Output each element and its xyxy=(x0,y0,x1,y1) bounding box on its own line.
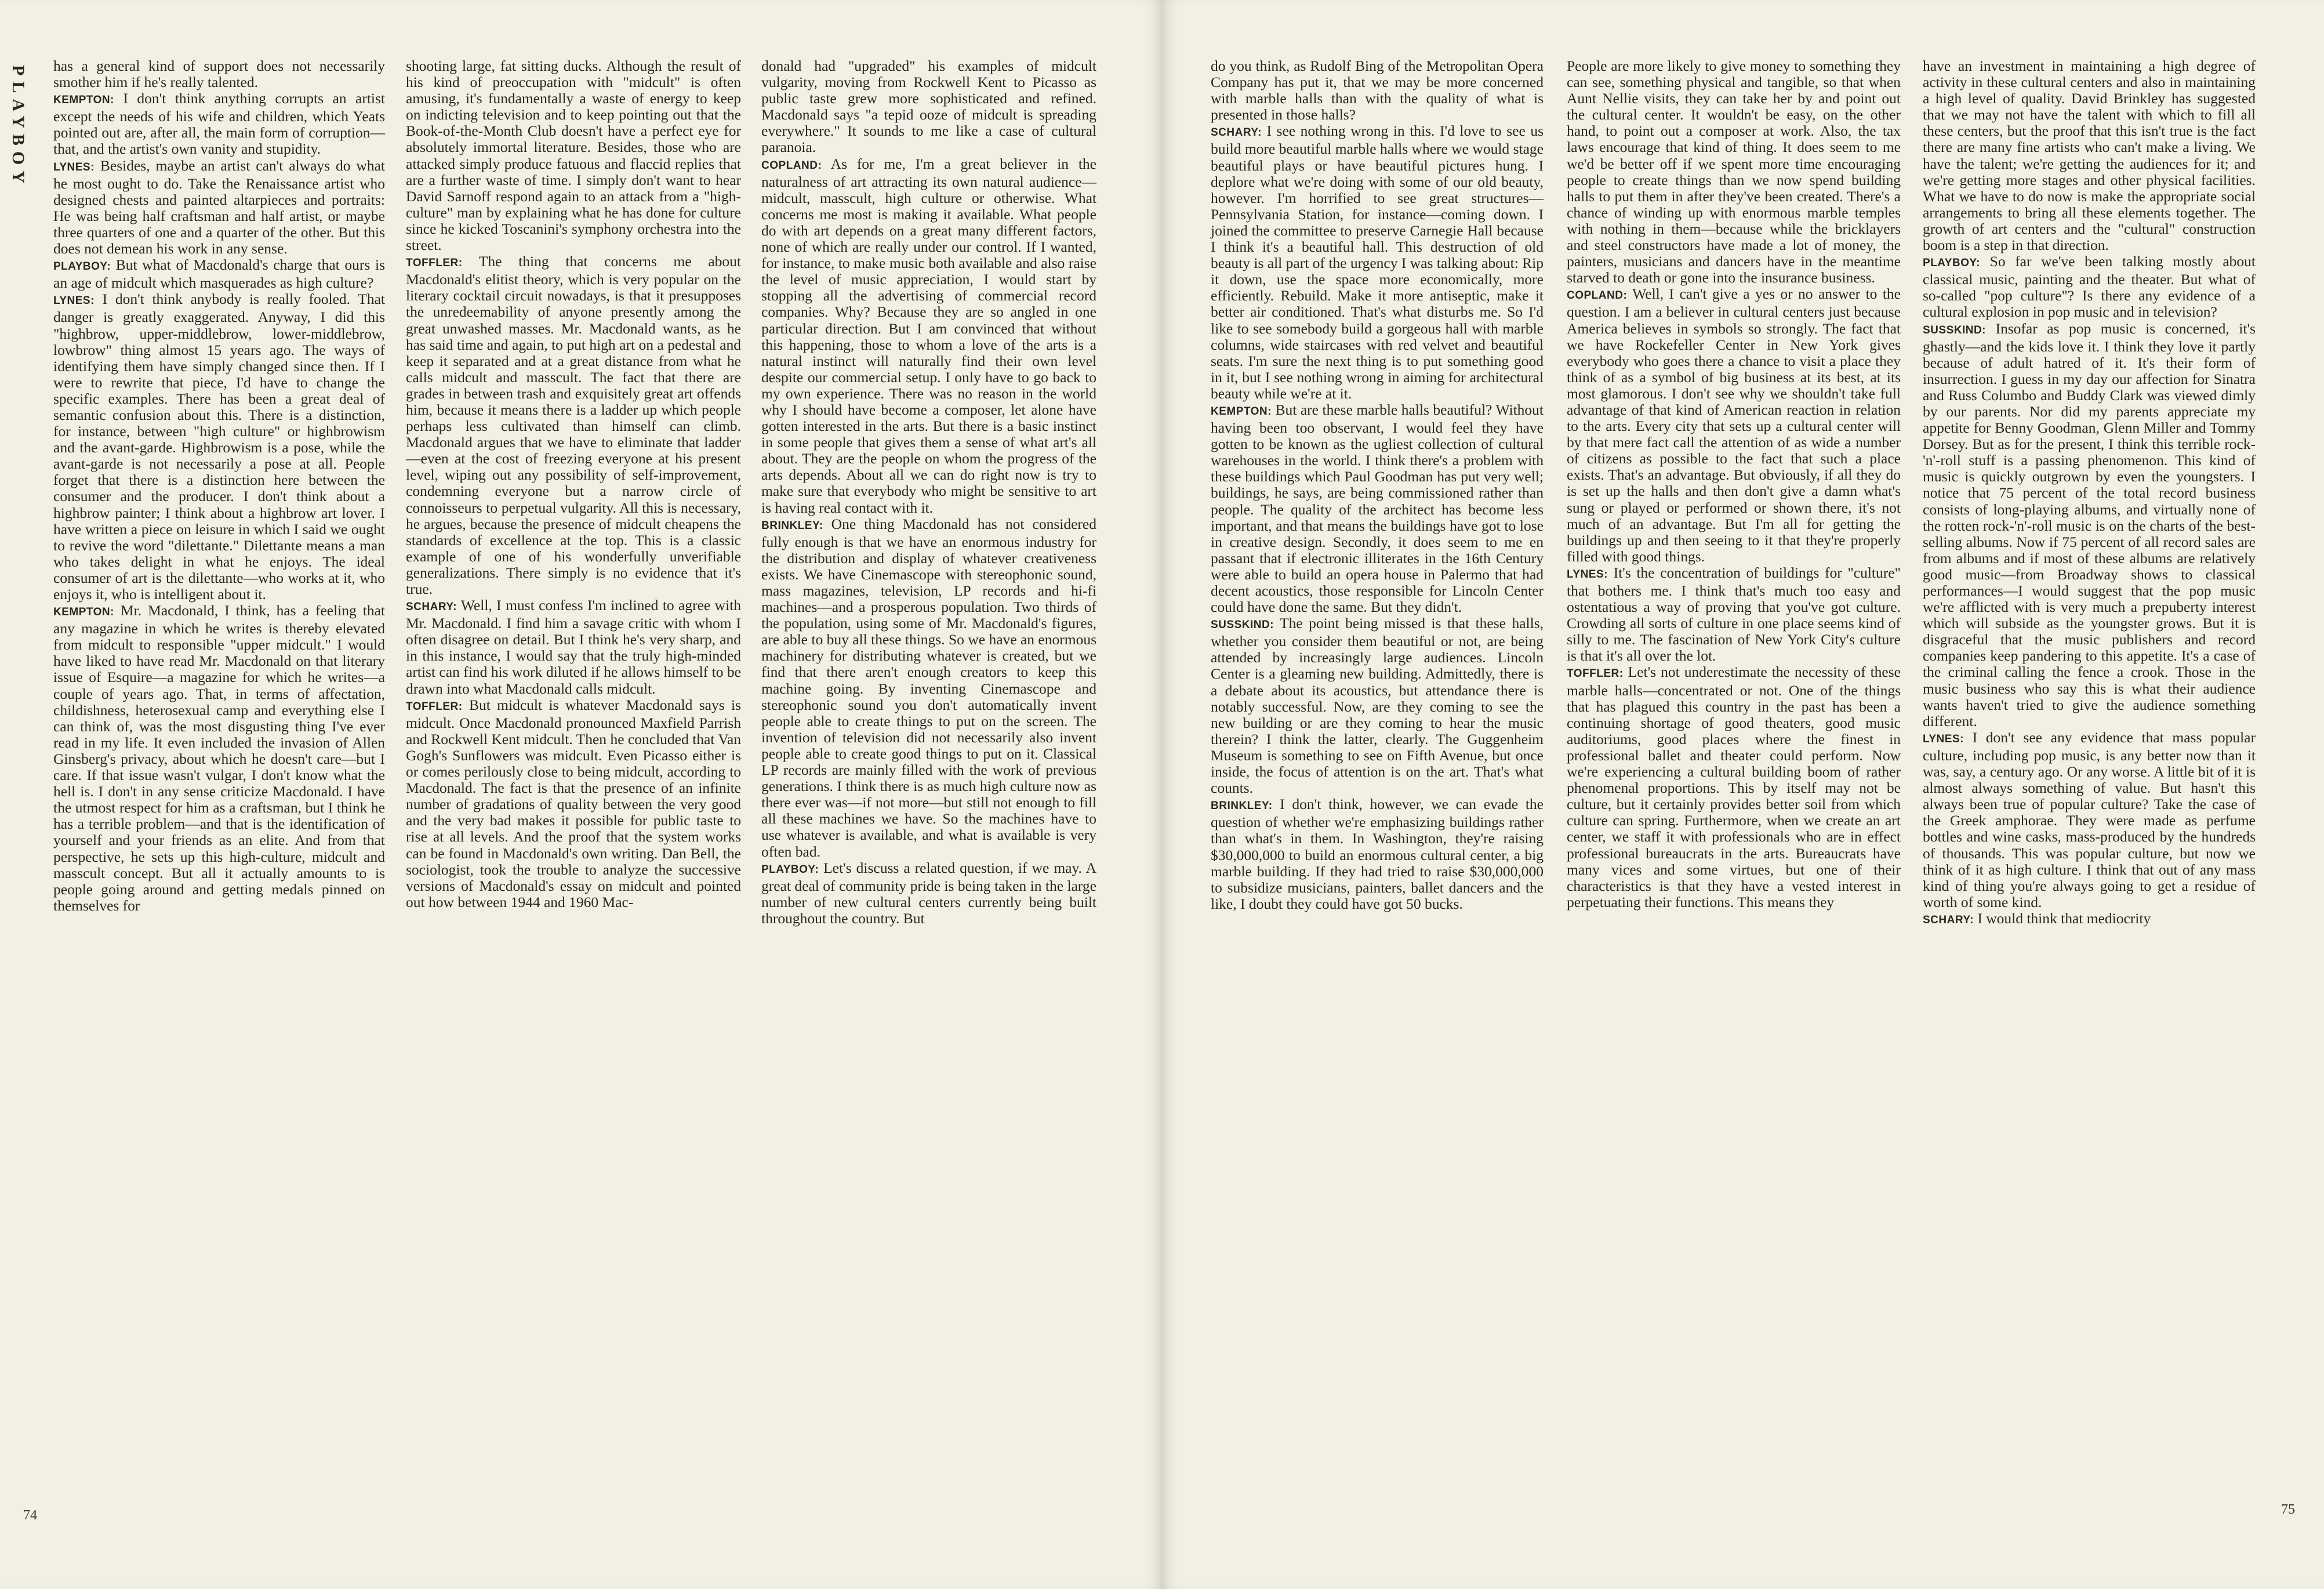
paragraph xyxy=(406,58,741,253)
page-number-left: 74 xyxy=(23,1508,37,1523)
paragraph xyxy=(1923,910,2256,928)
paragraph-text: I don't think anybody is really fooled. That danger is greatly exaggerated. Anyway, I did this "highbrow, upper-middlebrow, lower-middlebrow, lowbrow" thing almost 15 years ago. The ways of identifying them have simply changed since then. If I were to rewrite that piece, I'd have to change the specific examples. There has been a great deal of semantic confusion about this. There is a distinction, for instance, between "high culture" or highbrowism and the avant-garde. Highbrowism is a pose, while the avant-garde is not necessarily a pose at all. People forget that there is a distinction here between the consumer and the producer. I don't think about a highbrow painter; I think about a highbrow art lover. I have written a piece on leisure in which I said we ought to revive the word "dilettante." Dilettante means a man who takes delight in what he enjoys. The ideal consumer of art is the dilettante—who works at it, who enjoys it, who is intelligent about it. xyxy=(53,291,385,603)
speaker-label: TOFFLER: xyxy=(1567,667,1624,680)
paragraph-text: I don't see any evidence that mass popular culture, including pop music, is any better now than it was, say, a century ago. Or any worse. A little bit of it is almost always something of value. But hasn't this always been true of popular culture? Take the case of the Greek amphorae. They were made as perfume bottles and wine casks, mass-produced by the hundreds of thousands. This was popular culture, but now we think of it as high culture. I think that out of any mass kind of thing you're always going to get a residue of worth of some kind. xyxy=(1923,728,2256,910)
speaker-label: LYNES: xyxy=(53,161,95,173)
speaker-label: PLAYBOY: xyxy=(1923,257,1981,270)
paragraph xyxy=(761,156,1096,516)
page-number-right: 75 xyxy=(2281,1502,2295,1517)
paragraph xyxy=(1567,565,1901,665)
paragraph-text: I don't think anything corrupts an artist except the needs of his wife and children, which Yeats pointed out are, after all, the main form of corruption—that, and the artist's own vanity and stupidity. xyxy=(53,90,385,158)
paragraph-text: Mr. Macdonald, I think, has a feeling that any magazine in which he writes is thereby elevated from midcult to responsible "upper midcult." I would have liked to have read Mr. Macdonald on that literary issue of Esquire—a magazine for which he writes—a couple of years ago. That, in terms of affectation, childishness, heterosexual camp and everything else I can think of, was the most disgusting thing I've ever read in my life. It even included the invasion of Allen Ginsberg's privacy, about which he doesn't care—but I care. If that issue wasn't vulgar, I don't know what the hell is. I don't in any sense criticize Macdonald. I have the utmost respect for him as a craftsman, but I think he has a terrible problem—and that is the identification of yourself and your friends as an elite. And from that perspective, he sets up this high-culture, midcult and masscult concept. But all it actually amounts to is people going around and getting medals pinned on themselves for xyxy=(53,602,385,914)
text-column-3 xyxy=(761,58,1096,927)
paragraph xyxy=(1211,58,1544,123)
paragraph xyxy=(761,58,1096,156)
paragraph xyxy=(53,603,385,914)
speaker-label: PLAYBOY: xyxy=(761,863,819,876)
paragraph xyxy=(406,597,741,697)
speaker-label: SUSSKIND: xyxy=(1211,619,1274,632)
paragraph xyxy=(1923,321,2256,730)
paragraph xyxy=(53,291,385,603)
paragraph-text: do you think, as Rudolf Bing of the Metropolitan Opera Company has put it, that we may be more concerned with marble halls than with the quality of what is presented in those halls? xyxy=(1211,57,1544,124)
text-column-1 xyxy=(53,58,385,914)
paragraph-text: have an investment in maintaining a high degree of activity in these cultural centers and also in maintaining a high level of quality. David Brinkley has suggested that we may not have the talent with which to fill all these centers, but the proof that this isn't true is the fact there are many fine artists who can't make a living. We have the talent; we're getting the audiences for it; and we're getting more stages and other physical facilities. What we have to do now is make the appropriate social arrangements to bring all these elements together. The growth of art centers and the "cultural" construction boom is a step in that direction. xyxy=(1923,57,2256,254)
speaker-label: KEMPTON: xyxy=(1211,405,1272,418)
paragraph-text: Well, I can't give a yes or no answer to the question. I am a believer in cultural centers just because America believes in symbols so strongly. The fact that we have Rockefeller Center in New York gives everybody who goes there a chance to visit a place they think of as a symbol of big business at its best, at its most glamorous. I don't see why we shouldn't take full advantage of that kind of American reaction in relation to the arts. Every city that sets up a cultural center will by that mere fact call the attention of as wide a number of citizens as possible to the fact that such a place exists. That's an advantage. But obviously, if all they do is set up the halls and then don't give a damn what's sung or played or performed or shown there, it's not much of an advantage. But I'm all for getting the buildings up and then seeing to it that they're properly filled with good things. xyxy=(1567,285,1901,565)
paragraph-text: I would think that mediocrity xyxy=(1973,909,2151,927)
paragraph xyxy=(1923,253,2256,320)
paragraph-text: donald had "upgraded" his examples of midcult vulgarity, moving from Rockwell Kent to Picasso as public taste grew more sophisticated and refined. Macdonald says "a tepid ooze of midcult is spreading everywhere." It sounds to me like a case of cultural paranoia. xyxy=(761,57,1096,156)
masthead-text: PLAYBOY xyxy=(9,65,28,189)
paragraph xyxy=(53,58,385,90)
paragraph xyxy=(761,516,1096,860)
paragraph xyxy=(1567,664,1901,910)
speaker-label: COPLAND: xyxy=(1567,289,1628,302)
speaker-label: BRINKLEY: xyxy=(761,519,823,532)
paragraph xyxy=(53,257,385,291)
paragraph xyxy=(53,158,385,257)
speaker-label: SCHARY: xyxy=(406,601,457,614)
paragraph-text: The thing that concerns me about Macdonald's elitist theory, which is very popular on the literary cocktail circuit nowadays, is that it presupposes the unredeemability of anyone presently among the great unwashed masses. Mr. Macdonald wants, as he has said time and again, to put high art on a pedestal and keep it separated and at a great distance from what he calls midcult and masscult. The fact that there are grades in between trash and exquisitely great art offends him, because it means there is a ladder up which people perhaps less cultivated than himself can climb. Macdonald argues that we have to eliminate that ladder—even at the cost of freezing everyone at his present level, wiping out any possibility of self-improvement, condemning everyone but a narrow circle of connoisseurs to perpetual vulgarity. All this is necessary, he argues, because the presence of midcult cheapens the standards of excellence at the top. This is a classic example of one of his wonderfully unverifiable generalizations. There simply is no evidence that it's true. xyxy=(406,253,741,597)
paragraph-text: But midcult is whatever Macdonald says is midcult. Once Macdonald pronounced Maxfield Parrish and Rockwell Kent midcult. Then he concluded that Van Gogh's Sunflowers was midcult. Even Picasso either is or comes perilously close to being midcult, according to Macdonald. The fact is that the presence of an infinite number of gradations of quality between the very good and the very bad makes it possible for public taste to rise at all levels. And the proof that the system works can be found in Macdonald's own writing. Dan Bell, the sociologist, took the trouble to analyze the successive versions of Macdonald's essay on midcult and pointed out how between 1944 and 1960 Mac- xyxy=(406,696,741,910)
paragraph-text: As for me, I'm a great believer in the naturalness of art attracting its own natural audience—midcult, masscult, high culture or otherwise. What concerns me most is making it available. What people do with art depends on a great many different factors, none of which are really under our control. If I wanted, for instance, to make music both available and also raise the level of music appreciation, I would start by stopping all the advertising of commercial record companies. Why? Because they are so angled in one particular direction. But I am convinced that without this happening, those to whom a love of the arts is a natural instinct will naturally find their own level despite our commercial setup. I only have to go back to my own experience. There was no reason in the world why I should have become a composer, let alone have gotten interested in the arts. But there is a basic instinct in some people that gives them a sense of what art's all about. They are the people on whom the progress of the arts depends. About all we can do right now is try to make sure that everybody who might be sensitive to art is having real contact with it. xyxy=(761,155,1096,516)
paragraph xyxy=(1567,286,1901,565)
speaker-label: LYNES: xyxy=(1567,568,1608,581)
paragraph xyxy=(406,697,741,910)
speaker-label: BRINKLEY: xyxy=(1211,800,1273,812)
paragraph xyxy=(1211,796,1544,912)
playboy-masthead xyxy=(7,65,30,189)
paragraph xyxy=(1923,58,2256,253)
paragraph xyxy=(1567,58,1901,286)
paragraph-text: So far we've been talking mostly about classical music, painting and the theater. But what of so-called "pop culture"? Is there any evidence of a cultural explosion in pop music and in television? xyxy=(1923,253,2256,321)
paragraph-text: Well, I must confess I'm inclined to agree with Mr. Macdonald. I find him a savage critic with whom I often disagree on detail. But I think he's very sharp, and in this instance, I would say that the truly high-minded artist can find his work diluted if he allows himself to be drawn into what Macdonald calls midcult. xyxy=(406,597,741,697)
speaker-label: SCHARY: xyxy=(1923,913,1974,926)
paragraph-text: I see nothing wrong in this. I'd love to see us build more beautiful marble halls where we would stage beautiful plays or have beautiful pictures hung. I deplore what we're doing with some of our old beauty, however. I'm horrified to see great structures—Pennsylvania Station, for instance—coming down. I joined the committee to preserve Carnegie Hall because I think it's a beautiful hall. This destruction of old beauty is all part of the urgency I was talking about: Rip it down, use the space more economically, more efficiently. Rebuild. Make it more antiseptic, make it better air conditioned. That's what disturbs me. So I'd like to see somebody build a gorgeous hall with marble columns, wide staircases with red velvet and beautiful seats. I'm sure the next thing is to put something good in it, but I see nothing wrong in aiming for architectural beauty while we're at it. xyxy=(1211,122,1544,402)
paragraph xyxy=(1211,402,1544,615)
speaker-label: KEMPTON: xyxy=(53,94,114,107)
paragraph-text: The point being missed is that these halls, whether you consider them beautiful or not, are being attended by increasingly large audiences. Lincoln Center is a gleaming new building. Admittedly, there is a debate about its acoustics, but attendance there is notably successful. Now, are they coming to see the new building or are they coming to hear the music therein? I think the latter, clearly. The Guggenheim Museum is something to see on Fifth Avenue, but once inside, the focus of attention is on the art. That's what counts. xyxy=(1211,615,1544,797)
paragraph xyxy=(406,253,741,597)
speaker-label: KEMPTON: xyxy=(53,606,114,619)
text-column-2 xyxy=(406,58,741,910)
speaker-label: TOFFLER: xyxy=(406,257,463,270)
speaker-label: COPLAND: xyxy=(761,159,822,172)
paragraph-text: has a general kind of support does not necessarily smother him if he's really talented. xyxy=(53,57,385,91)
text-column-4 xyxy=(1211,58,1544,912)
paragraph-text: It's the concentration of buildings for "culture" that bothers me. I think that's much too easy and ostentatious a way of proving that you've got culture. Crowding all sorts of culture in one place seems kind of silly to me. The fascination of New York City's culture is that it's all over the lot. xyxy=(1567,564,1901,665)
paragraph xyxy=(53,90,385,157)
paragraph-text: Insofar as pop music is concerned, it's ghastly—and the kids love it. I think they love it partly because of adult hatred of it. It's their form of insurrection. I guess in my day our affection for Sinatra and Russ Columbo and Buddy Clark was viewed dimly by our parents. Nor did my parents appreciate my appetite for Benny Goodman, Glenn Miller and Tommy Dorsey. But as for the present, I think this terrible rock-'n'-roll stuff is a passing phenomenon. This kind of music is quickly outgrown by even the youngsters. I notice that 75 percent of the total record business consists of long-playing albums, and virtually none of the rotten rock-'n'-roll music is on the charts of the best-selling albums. Now if 75 percent of all record sales are from albums and if most of these albums are relatively good music—from Broadway shows to classical performances—I would suggest that the pop music we're afflicted with is very much a prepuberty interest which will subside as the youngster grows. But it is disgraceful that the music publishers and record companies keep pandering to this appetite. It's a case of the criminal calling the fence a crook. Those in the music business who say this is what their audience wants haven't tried to give the audience something different. xyxy=(1923,320,2256,730)
speaker-label: TOFFLER: xyxy=(406,700,463,713)
paragraph xyxy=(1211,615,1544,796)
paragraph-text: Besides, maybe an artist can't always do what he most ought to do. Take the Renaissance artist who designed chests and painted altarpieces and portraits: He was being half craftsman and half artist, or maybe three quarters of one and a quarter of the other. But this does not demean his work in any sense. xyxy=(53,157,385,257)
speaker-label: SUSSKIND: xyxy=(1923,324,1987,336)
paragraph-text: People are more likely to give money to something they can see, something physical and tangible, so that when Aunt Nellie visits, they can take her by and point out the cultural center. It wouldn't be easy, on the other hand, to point out a composer at work. Also, the tax laws encourage that kind of thing. It does seem to me we'd be better off if we spent more time encouraging people to create things than we now spend building halls to put them in after they've been created. There's a chance of winding up with enormous marble temples with nothing in them—because while the bricklayers and steel constructors have made a lot of money, the painters, musicians and dancers have in the meantime starved to death or gone into the insurance business. xyxy=(1567,57,1901,286)
speaker-label: PLAYBOY: xyxy=(53,260,111,273)
paragraph-text: But what of Macdonald's charge that ours is an age of midcult which masquerades as high culture? xyxy=(53,256,385,292)
paragraph-text: Let's not underestimate the necessity of these marble halls—concentrated or not. One of the things that has plagued this country in the past has been a continuing shortage of good theaters, good music auditoriums, good places where the finest in professional ballet and theater could perform. Now we're experiencing a cultural building boom of rather phenomenal proportions. This by itself may not be culture, but it certainly provides better soil from which culture can spring. Furthermore, when we create an art center, we staff it with professionals who are in effect professional bureaucrats in the arts. Bureaucrats have many vices and some virtues, but one of their characteristics is that they have a vested interest in perpetuating their functions. This means they xyxy=(1567,663,1901,910)
paragraph-text: One thing Macdonald has not considered fully enough is that we have an enormous industry for the distribution and display of whatever creativeness exists. We have Cinemascope with stereophonic sound, mass magazines, television, LP records and hi-fi machines—and a prosperous population. Two thirds of the population, using some of Mr. Macdonald's figures, are able to buy all these things. So we have an enormous machinery for distributing whatever is created, but we find that there aren't enough creators to keep this machine going. By inventing Cinemascope and stereophonic sound you don't automatically invent people able to create things to put on the screen. The invention of television did not necessarily also invent people able to create good things to put on it. Classical LP records are mainly filled with the work of previous generations. I think there is as much high culture now as there ever was—if not more—but still not enough to fill all these machines we have. So the machines have to use whatever is available, and what is available is very often bad. xyxy=(761,515,1096,860)
paragraph-text: shooting large, fat sitting ducks. Although the result of his kind of preoccupation with "midcult" is often amusing, it's fundamentally a waste of energy to keep on indicting television and to keep pointing out that the Book-of-the-Month Club doesn't have a perfect eye for absolutely immortal literature. Besides, those who are attacked simply produce fatuous and flaccid replies that are a further waste of time. I simply don't want to hear David Sarnoff respond again to an attack from a "high-culture" man by explaining what he has done for culture since he kicked Toscanini's symphony orchestra into the street. xyxy=(406,57,741,254)
paragraph xyxy=(1923,730,2256,910)
speaker-label: LYNES: xyxy=(53,295,95,307)
speaker-label: LYNES: xyxy=(1923,732,1964,745)
text-column-5 xyxy=(1567,58,1901,910)
paragraph-text: I don't think, however, we can evade the question of whether we're emphasizing buildings rather than what's in them. In Washington, they're raising $30,000,000 to build an enormous cultural center, a big marble building. If they had tried to raise $30,000,000 to subsidize musicians, painters, ballet dancers and the like, I doubt they could have got 50 bucks. xyxy=(1211,796,1544,912)
paragraph-text: Let's discuss a related question, if we may. A great deal of community pride is being taken in the large number of new cultural centers currently being built throughout the country. But xyxy=(761,859,1096,927)
paragraph xyxy=(1211,123,1544,402)
text-column-6 xyxy=(1923,58,2256,928)
right-page xyxy=(1162,0,2324,1589)
paragraph-text: But are these marble halls beautiful? Without having been too observant, I would feel they have gotten to be known as the ugliest collection of cultural warehouses in the world. I think there's a problem with these buildings which Paul Goodman has put very well; buildings, he says, are being commissioned rather than people. The quality of the architect has become less important, and that means the buildings have got to lose in creative design. Secondly, it does seem to me en passant that if electronic illiterates in the 16th Century were able to build an opera house in Palermo that had decent acoustics, those responsible for Lincoln Center could have done the same. But they didn't. xyxy=(1211,401,1544,616)
paragraph xyxy=(761,860,1096,927)
speaker-label: SCHARY: xyxy=(1211,126,1262,139)
